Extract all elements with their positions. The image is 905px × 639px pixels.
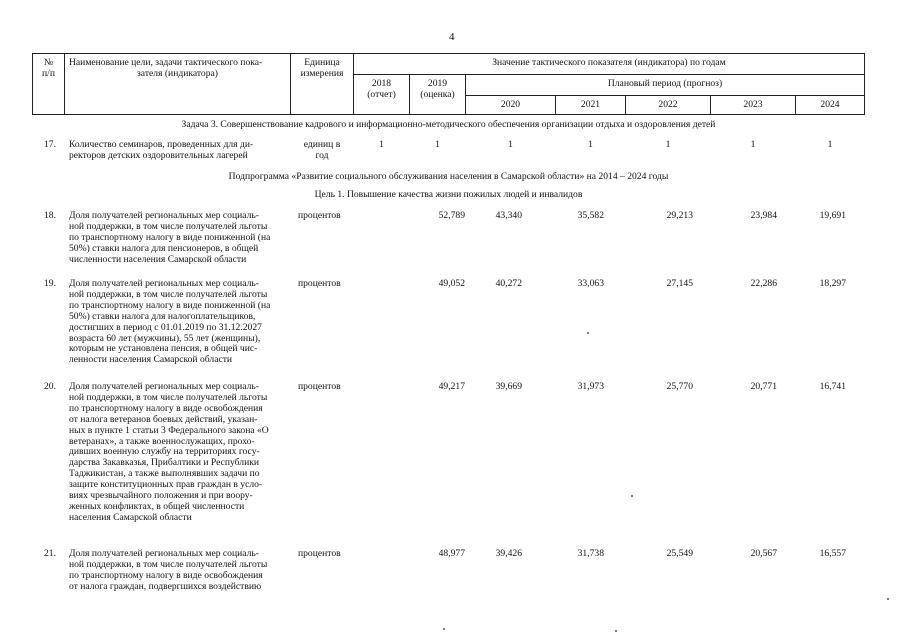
row-name-line: ных в пункте 1 статьи 3 Федерального закона «О — [69, 424, 269, 436]
value-2024: 16,741 — [819, 381, 846, 392]
year-2019-sub: (оценка) — [420, 89, 455, 100]
value-2020: 1 — [508, 139, 513, 150]
value-2020: 39,426 — [495, 548, 522, 559]
section-subprogram: Подпрограмма «Развитие социального обслуживания населения в Самарской области» на 2014 – 2024 годы — [228, 171, 669, 182]
row-name-line: от налога граждан, подвергшихся воздействию — [69, 580, 262, 592]
header-values-line — [353, 74, 865, 75]
col-num-label-2: п/п — [42, 68, 55, 79]
row-unit: процентов — [298, 381, 341, 392]
row-unit: процентов — [298, 548, 341, 559]
value-2021: 35,582 — [577, 210, 604, 221]
value-2019: 48,977 — [438, 548, 465, 559]
row-name-line: ной поддержки, в том числе получателей льготы — [69, 558, 268, 570]
scan-speck — [887, 598, 889, 600]
row-name-line: защите конституционных прав граждан в усло- — [69, 479, 263, 491]
year-2022: 2022 — [658, 99, 678, 110]
scan-speck — [615, 630, 617, 632]
value-2023: 1 — [750, 139, 756, 150]
value-2024: 1 — [827, 139, 833, 150]
row-name-line: Таджикистан, а также выполнявших задачи по — [69, 468, 260, 480]
scan-speck — [631, 495, 633, 497]
row-name-line: дивших военную службу на территориях госу- — [69, 446, 260, 458]
row-name-line: ректоров детских оздоровительных лагерей — [69, 149, 248, 161]
value-2019: 1 — [435, 139, 440, 150]
row-name — [69, 382, 291, 524]
value-2022: 25,770 — [666, 381, 693, 392]
section-task3: Задача 3. Совершенствование кадрового и информационно-методического обеспечения организации отдыха и оздоровления детей — [181, 119, 716, 130]
row-unit: процентов — [298, 210, 341, 221]
col-unit-label-2: измерения — [300, 68, 344, 79]
year-2024: 2024 — [820, 99, 840, 110]
value-2019: 49,217 — [438, 381, 465, 392]
year-2023: 2023 — [743, 99, 763, 110]
row-name-line: ленности населения Самарской области — [69, 354, 233, 366]
row-name-line: по транспортному налогу в виде освобождения — [69, 569, 263, 581]
row-name-line: населения Самарской области — [69, 511, 192, 523]
col-name-label-2: зателя (индикатора) — [137, 68, 218, 79]
row-name-line: ветеранах», а также военнослужащих, прохо- — [69, 435, 255, 447]
value-2024: 19,691 — [819, 210, 846, 221]
value-2018: 1 — [379, 139, 384, 150]
row-name-line: 50%) ставки налога для пенсионеров, в общей — [69, 242, 259, 254]
row-name-line: ной поддержки, в том числе получателей льготы — [69, 220, 268, 232]
value-2021: 1 — [588, 139, 593, 150]
row-number: 18. — [44, 210, 56, 221]
row-number: 17. — [44, 139, 56, 150]
value-2023: 23,984 — [750, 210, 777, 221]
row-name-line: Доля получателей региональных мер социаль- — [69, 381, 259, 392]
year-2018-sub: (отчет) — [367, 89, 396, 100]
header-vline — [64, 53, 65, 115]
year-2021: 2021 — [580, 99, 601, 110]
value-2022: 1 — [665, 139, 671, 150]
header-plan-line — [465, 95, 865, 96]
plan-period-label: Плановый период (прогноз) — [607, 78, 723, 89]
row-number: 21. — [44, 548, 56, 559]
row-name-line: Доля получателей региональных мер социаль- — [69, 210, 259, 221]
value-2020: 40,272 — [495, 278, 522, 289]
row-unit-line2: год — [315, 150, 329, 161]
row-number: 20. — [44, 381, 56, 392]
section-goal1: Цель 1. Повышение качества жизни пожилых людей и инвалидов — [314, 189, 583, 200]
page-number: 4 — [449, 31, 455, 43]
value-2022: 25,549 — [666, 548, 693, 559]
row-unit: процентов — [298, 278, 341, 289]
value-2023: 22,286 — [750, 278, 777, 289]
row-name-line: Доля получателей региональных мер социаль- — [69, 548, 259, 559]
scan-speck — [587, 332, 589, 334]
year-2019: 2019 — [427, 78, 448, 89]
col-name-label: Наименование цели, задачи тактического пока- — [69, 57, 263, 68]
row-name-line: Доля получателей региональных мер социаль- — [69, 278, 259, 289]
value-2023: 20,567 — [750, 548, 777, 559]
header-bottom-line — [32, 114, 865, 115]
row-name-line: по транспортному налогу в виде пониженной (на — [69, 231, 271, 243]
header-vline — [864, 53, 865, 115]
header-top-line — [32, 53, 865, 54]
scan-speck — [443, 628, 445, 630]
row-name — [69, 279, 291, 366]
row-name-line: ной поддержки, в том числе получателей льготы — [69, 288, 268, 300]
row-name-line: достигших в период с 01.01.2019 по 31.12.2027 — [69, 321, 262, 333]
value-2022: 29,213 — [666, 210, 693, 221]
value-2021: 31,973 — [577, 381, 604, 392]
row-name-line: женных конфликтах, в общей численности — [69, 500, 245, 512]
value-2019: 49,052 — [438, 278, 465, 289]
value-2021: 31,738 — [577, 548, 604, 559]
value-2019: 52,789 — [438, 210, 465, 221]
value-2024: 16,557 — [819, 548, 846, 559]
row-name — [69, 549, 291, 593]
value-2020: 43,340 — [495, 210, 522, 221]
row-name-line: возраста 60 лет (мужчины), 55 лет (женщины), — [69, 332, 261, 344]
row-number: 19. — [44, 278, 56, 289]
row-name-line: численности населения Самарской области — [69, 253, 247, 265]
row-name-line: которым не установлена пенсия, в общей чис- — [69, 343, 258, 355]
year-2020: 2020 — [500, 99, 521, 110]
year-2018: 2018 — [371, 78, 392, 89]
value-2022: 27,145 — [666, 278, 693, 289]
value-2020: 39,669 — [495, 381, 522, 392]
row-name-line: по транспортному налогу в виде освобождения — [69, 402, 263, 414]
col-unit-label: Единица — [304, 57, 340, 68]
col-values-label: Значение тактического показателя (индикатора) по годам — [492, 57, 726, 68]
value-2024: 18,297 — [819, 278, 846, 289]
row-name — [69, 140, 291, 162]
row-name — [69, 211, 291, 266]
row-name-line: ной поддержки, в том числе получателей льготы — [69, 391, 268, 403]
row-name-line: 50%) ставки налога для налогоплательщиков, — [69, 310, 256, 322]
row-name-line: от налога ветеранов боевых действий, указан- — [69, 413, 258, 425]
value-2021: 33,063 — [577, 278, 604, 289]
col-num-label: № — [43, 57, 54, 68]
row-name-line: Количество семинаров, проведенных для ди- — [69, 139, 254, 150]
row-name-line: по транспортному налогу в виде пониженной (на — [69, 299, 271, 311]
row-unit: единиц в — [303, 139, 341, 150]
row-name-line: виях чрезвычайного положения и при воору- — [69, 490, 253, 502]
value-2023: 20,771 — [750, 381, 777, 392]
row-name-line: дарства Закавказья, Прибалтики и Республики — [69, 457, 260, 469]
